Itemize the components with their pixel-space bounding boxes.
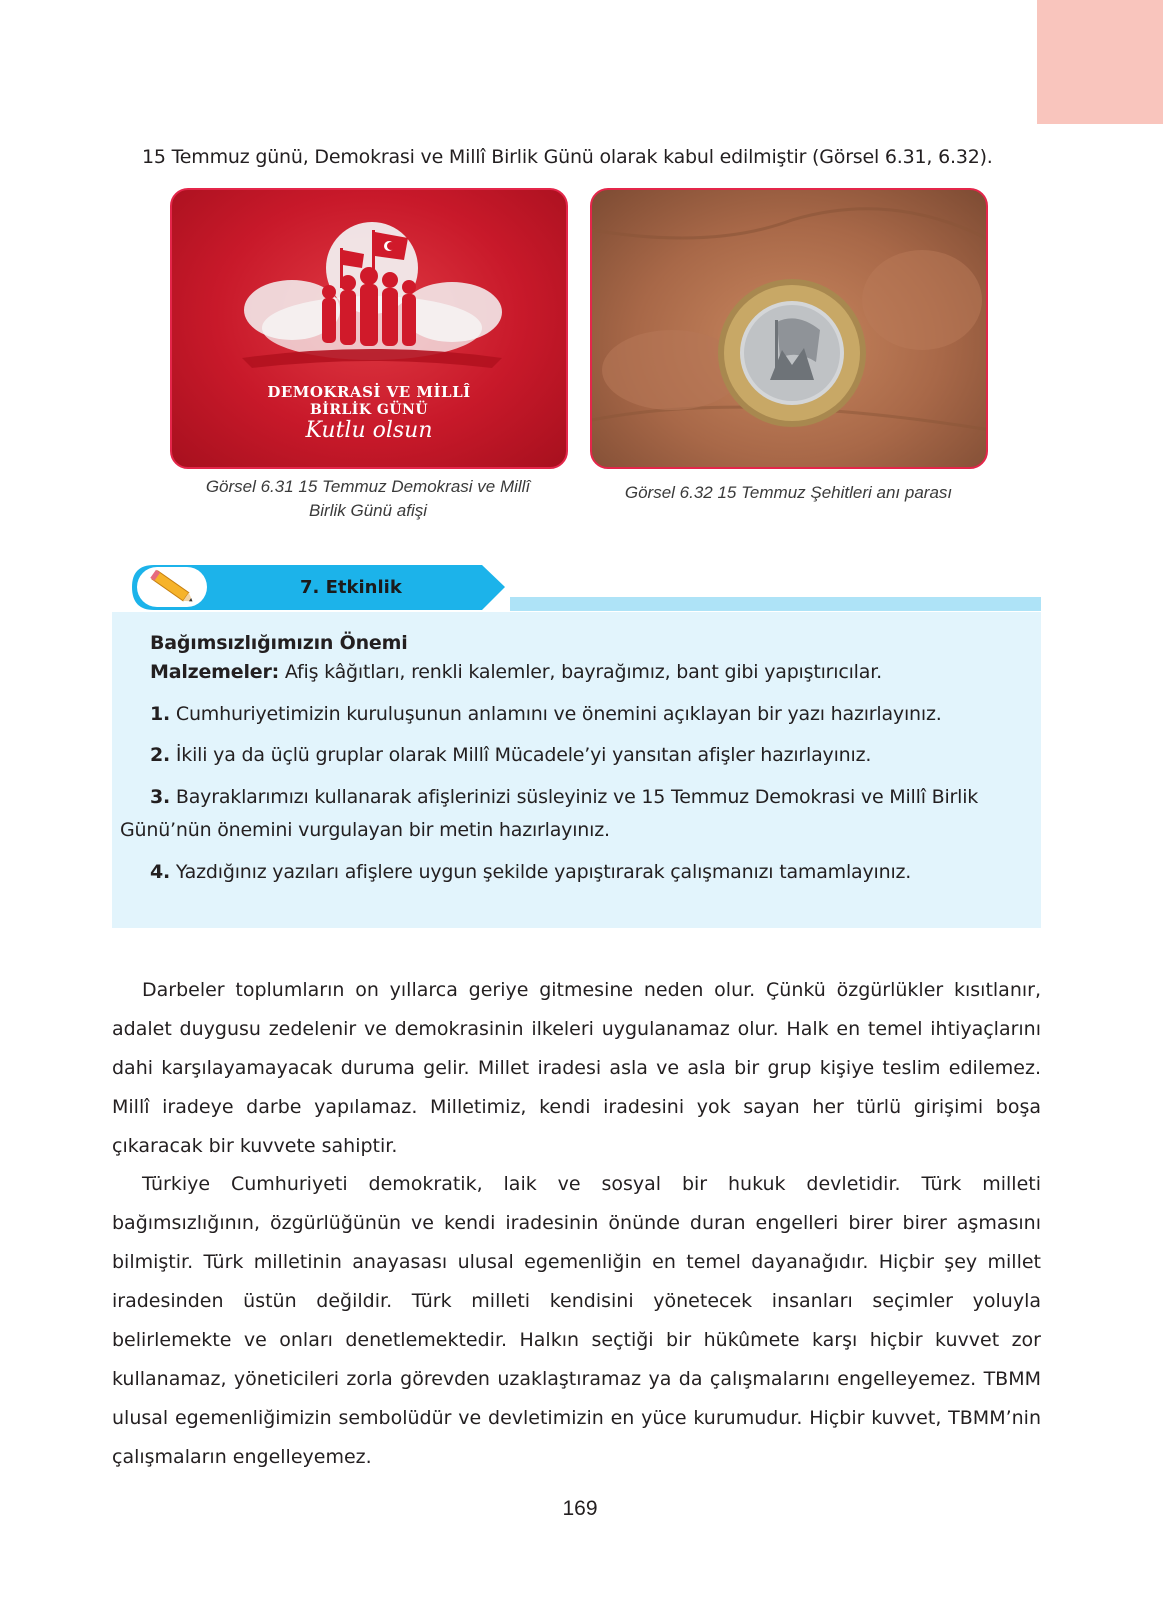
pencil-icon — [137, 567, 207, 607]
intro-text: 15 Temmuz günü, Demokrasi ve Millî Birlik Günü olarak kabul edilmiştir (Görsel 6.31, 6.32). — [142, 146, 993, 168]
poster-script-text: Kutlu olsun — [305, 418, 433, 443]
figure-caption-6-32: Görsel 6.32 15 Temmuz Şehitleri anı parası — [624, 483, 953, 502]
caption-line1: Görsel 6.31 15 Temmuz Demokrasi ve Millî — [205, 477, 531, 496]
paragraph-text: Darbeler toplumların on yıllarca geriye gitmesine neden olur. Çünkü özgürlükler kısıtlanır, adalet duygusu zedelenir ve demokrasinin ilkeleri uygulanamaz olur. Halk en temel ihtiyaçlarını dahi karşılayamayacak duruma gelir. Millet iradesi asla ve asla bir grup kişiye teslim edilemez. Millî iradeye darbe yapılamaz. Milletimiz, kendi iradesini yok sayan her türlü girişimi boşa çıkaracak bir kuvvete sahiptir. — [112, 979, 1041, 1157]
poster-image — [170, 188, 568, 469]
page-number: 169 — [562, 1497, 598, 1520]
activity-heading: Bağımsızlığımızın Önemi — [150, 632, 408, 654]
activity-step-1 — [150, 702, 942, 726]
activity-label: 7. Etkinlik — [300, 577, 402, 598]
activity-step-4 — [150, 860, 911, 884]
activity-step-2 — [150, 743, 871, 767]
figure-caption-6-31 — [168, 475, 568, 523]
step-number: 4. — [150, 861, 171, 883]
materials-text: Afiş kâğıtları, renkli kalemler, bayrağımız, bant gibi yapıştırıcılar. — [279, 661, 882, 683]
step-number: 2. — [150, 744, 171, 766]
activity-step-3 — [150, 785, 978, 809]
step-text: Cumhuriyetimizin kuruluşunun anlamını ve önemini açıklayan bir yazı hazırlayınız. — [170, 703, 942, 725]
paragraph-text: Türkiye Cumhuriyeti demokratik, laik ve sosyal bir hukuk devletidir. Türk milleti bağımsızlığının, özgürlüğünün ve kendi iradesinin önünde duran engelleri birer birer aşmasını bilmiştir. Türk milletinin anayasası ulusal egemenliğin en temel dayanağıdır. Hiçbir şey millet iradesinden üstün değildir. Türk milleti kendisini yönetecek insanları seçimler yoluyla belirlemekte ve onları denetlemektedir. Halkın seçtiği bir hükûmete karşı hiçbir kuvvet zor kullanamaz, yöneticileri zorla görevden uzaklaştıramaz ya da çalışmalarını engelleyemez. TBMM ulusal egemenliğimizin sembolüdür ve devletimizin en yüce kurumudur. Hiçbir kuvvet, TBMM’nin çalışmaların engelleyemez. — [112, 1173, 1041, 1468]
activity-materials — [150, 660, 882, 684]
activity-step-3-continued: Günü’nün önemini vurgulayan bir metin hazırlayınız. — [120, 819, 610, 841]
poster-title-line2: BİRLİK GÜNÜ — [309, 402, 429, 418]
page-corner-tab — [1037, 0, 1163, 124]
caption-line2: Birlik Günü afişi — [308, 501, 428, 520]
step-text: Bayraklarımızı kullanarak afişlerinizi süsleyiniz ve 15 Temmuz Demokrasi ve Millî Birlik — [170, 786, 979, 808]
materials-label: Malzemeler: — [150, 661, 280, 683]
step-number: 1. — [150, 703, 171, 725]
pencil-badge — [137, 567, 207, 607]
step-number: 3. — [150, 786, 171, 808]
step-text: Yazdığınız yazıları afişlere uygun şekilde yapıştırarak çalışmanızı tamamlayınız. — [170, 861, 912, 883]
body-paragraph-1 — [112, 971, 1041, 1166]
step-text: İkili ya da üçlü gruplar olarak Millî Mücadele’yi yansıtan afişler hazırlayınız. — [170, 744, 872, 766]
coin-photo — [590, 188, 988, 469]
coin-illustration — [592, 190, 988, 469]
body-paragraph-2 — [112, 1165, 1041, 1477]
poster-title-line1: DEMOKRASİ VE MİLLÎ — [267, 383, 471, 401]
activity-header-strip — [510, 597, 1041, 611]
